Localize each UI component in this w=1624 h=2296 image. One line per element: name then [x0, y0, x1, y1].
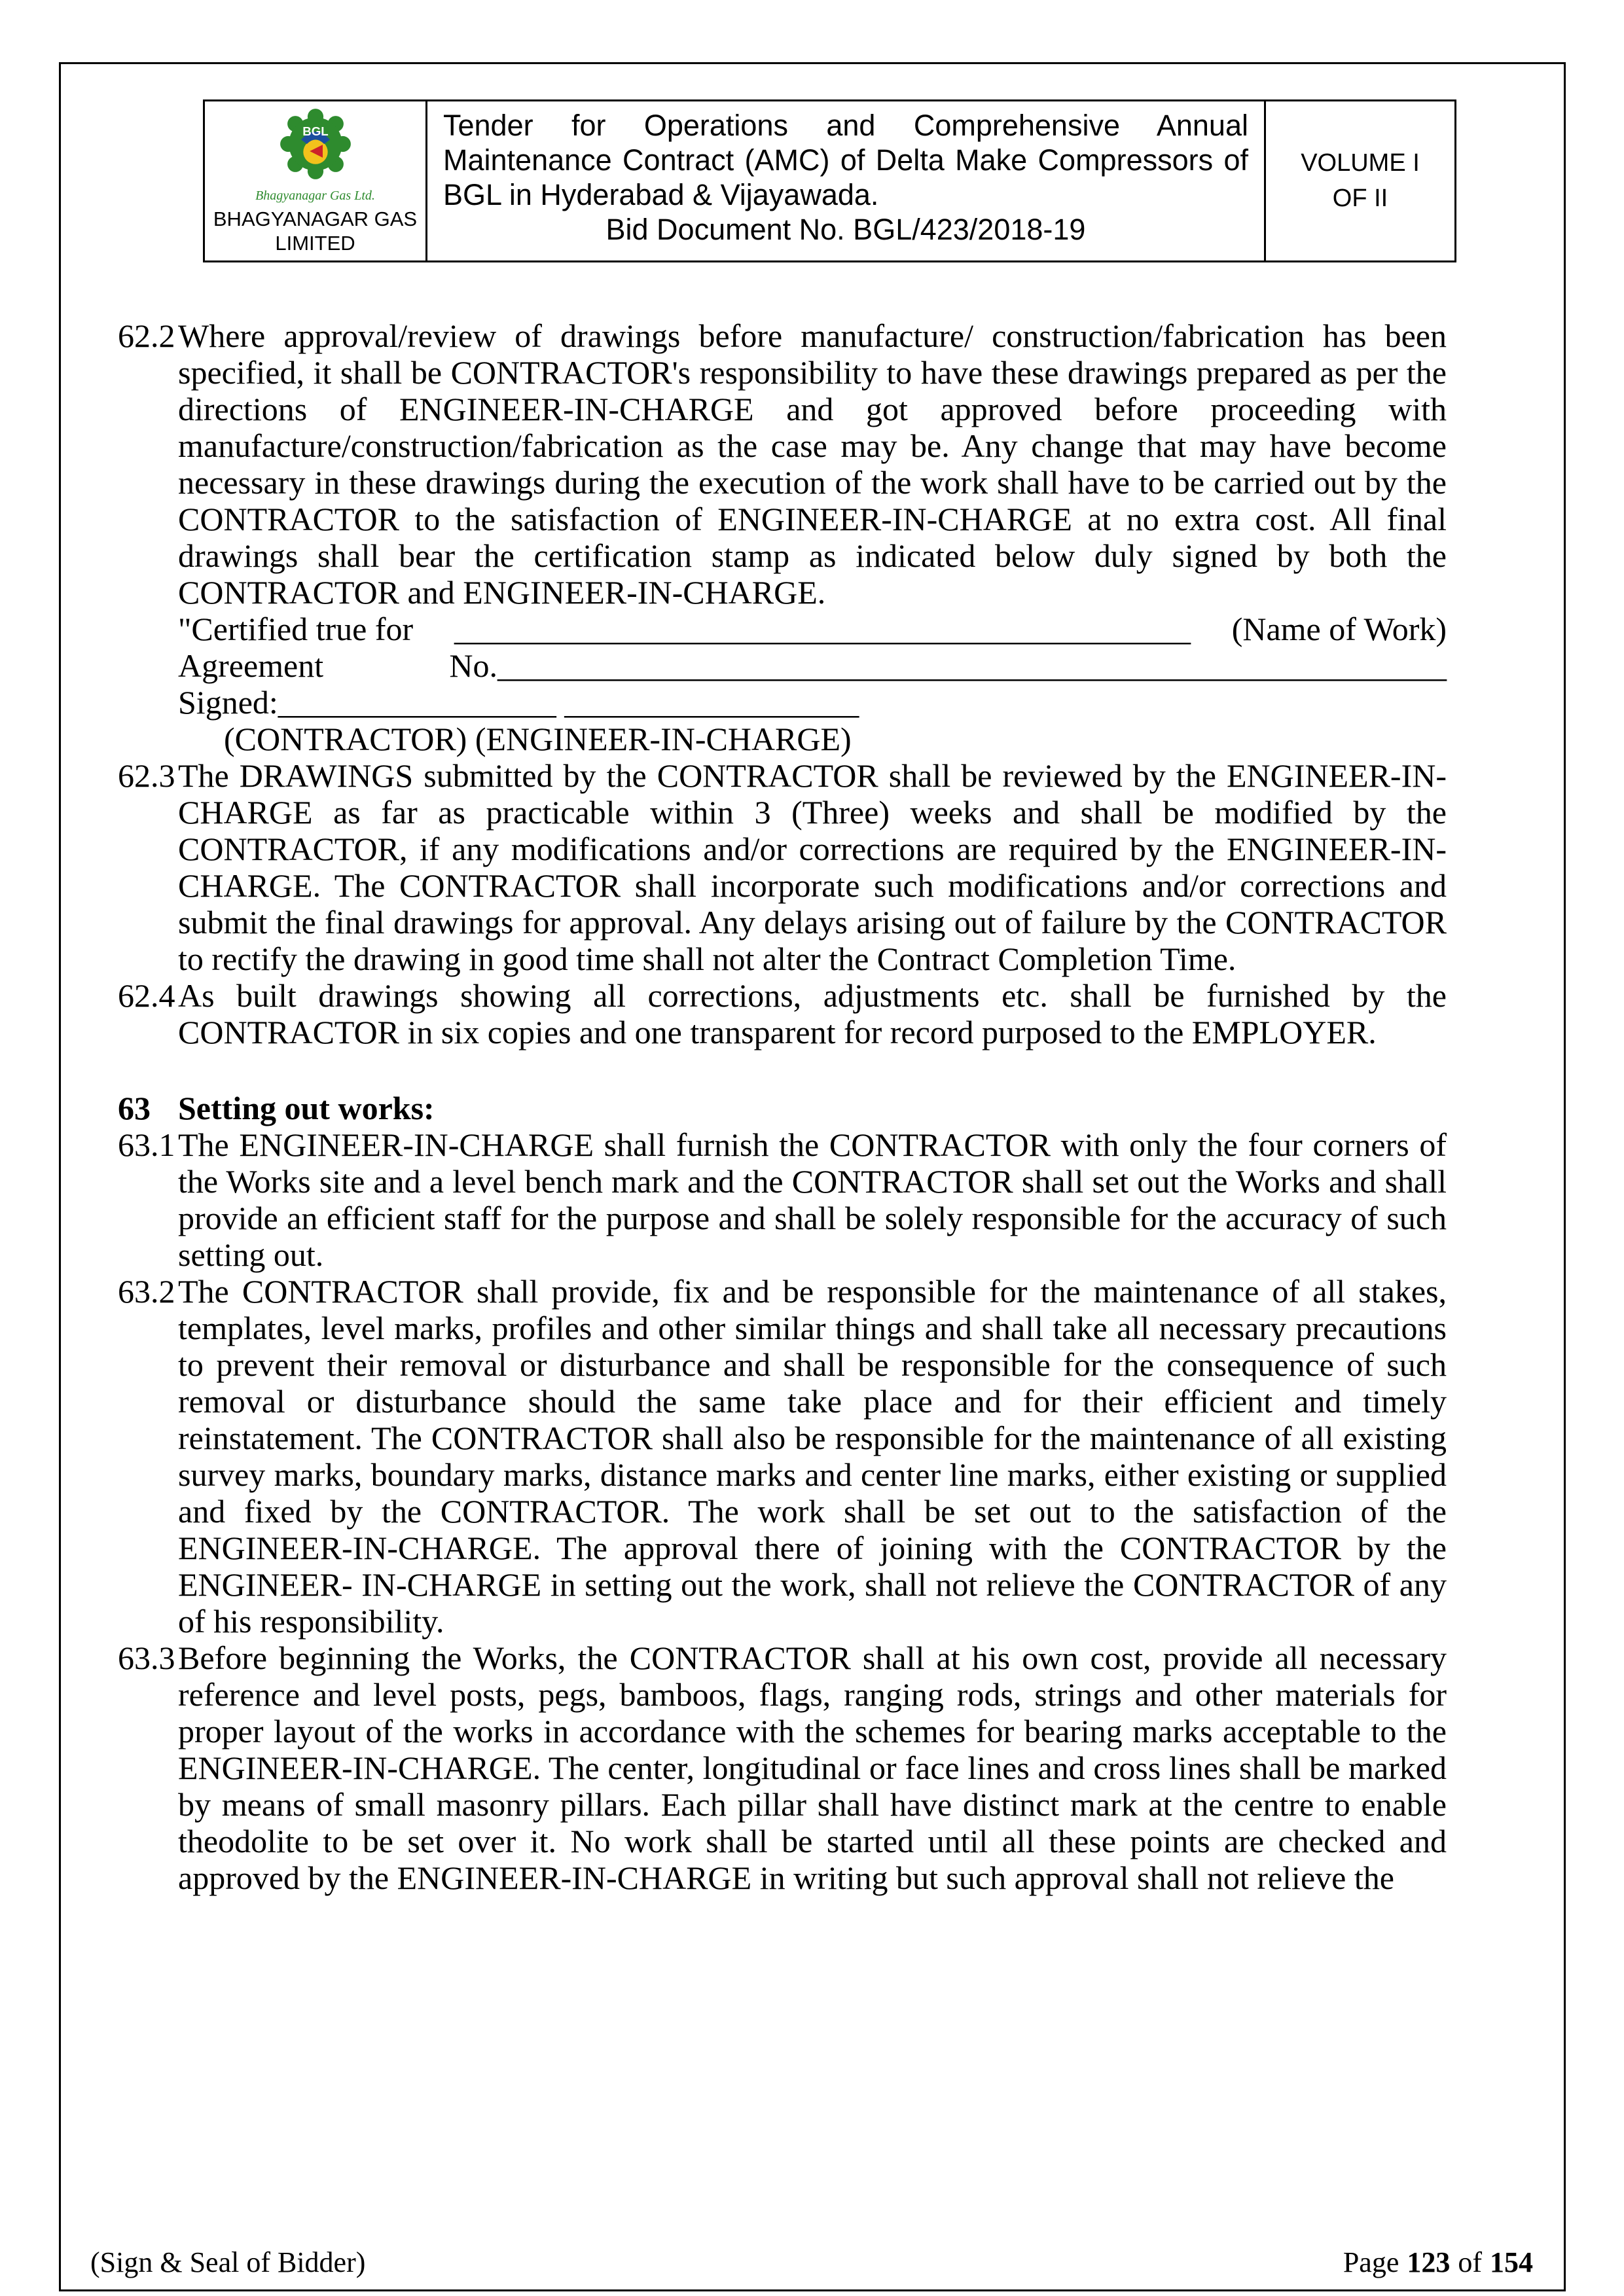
header-table [203, 99, 1456, 262]
agreement-blank: No.__________________________________________________________ [449, 647, 1447, 685]
org-name-line2: LIMITED [275, 231, 355, 255]
agreement-label: Agreement [178, 647, 324, 685]
clause-row-62-3 [118, 757, 1447, 977]
clause-text: The ENGINEER-IN-CHARGE shall furnish the CONTRACTOR with only the four corners of the Works site and a level bench mark and the CONTRACTOR shall set out the Works and shall provide an efficient staff for the purpose and shall be solely responsible for the accuracy of such setting out. [178, 1126, 1447, 1274]
certified-blank: _____________________________________________ [454, 611, 1191, 648]
clause-row-62-4 [118, 977, 1447, 1050]
volume-line1: VOLUME I [1301, 149, 1420, 177]
clause-body [178, 1273, 1447, 1640]
clause-text: Where approval/review of drawings before manufacture/ construction/fabrication has been specified, it shall be CONTRACTOR's responsibility to have these drawings prepared as per the directions of ENGINEER-IN-CHARGE and got approved before proceeding with manufacture/construction/fabrication as the case may be. Any change that may have become necessary in these drawings during the execution of the work shall have to be carried out by the CONTRACTOR to the satisfaction of ENGINEER-IN-CHARGE at no extra cost. All final drawings shall bear the certification stamp as indicated below duly signed by both the CONTRACTOR and ENGINEER-IN-CHARGE. [178, 317, 1447, 611]
org-name-line1: BHAGYANAGAR GAS [213, 207, 418, 230]
clause-row-63-1 [118, 1126, 1447, 1273]
signed-line: Signed:_________________ __________________ [178, 684, 859, 721]
sign-seal-note: (Sign & Seal of Bidder) [90, 2246, 366, 2278]
bid-document-number: Bid Document No. BGL/423/2018-19 [605, 213, 1086, 247]
agreement-line [178, 647, 1447, 684]
clause-body [178, 1640, 1447, 1896]
page-border [59, 62, 1566, 2291]
document-title: Tender for Operations and Comprehensive Annual Maintenance Contract (AMC) of Delta Make Compressors of BGL in Hyderabad & Vijayawada. [443, 109, 1248, 212]
bgl-logo-icon [272, 108, 359, 187]
clause-number: 62.2 [118, 317, 175, 355]
clause-text: The CONTRACTOR shall provide, fix and be responsible for the maintenance of all stakes, templates, level marks, profiles and other similar things and shall take all necessary precautions to prevent their removal or disturbance and shall be responsible for the consequence of such removal or disturbance should the same take place and for their efficient and timely reinstatement. The CONTRACTOR shall also be responsible for the maintenance of all existing survey marks, boundary marks, distance marks and center line marks, either existing or supplied and fixed by the CONTRACTOR. The work shall be set out to the satisfaction of the ENGINEER-IN-CHARGE. The approval there of joining with the CONTRACTOR by the ENGINEER- IN-CHARGE in setting out the work, shall not relieve the CONTRACTOR of any of his responsibility. [178, 1273, 1447, 1640]
clause-row-63-3 [118, 1640, 1447, 1896]
clause-row-63-2 [118, 1273, 1447, 1640]
clause-text: As built drawings showing all corrections, adjustments etc. shall be furnished by the CONTRACTOR in six copies and one transparent for record purposed to the EMPLOYER. [178, 977, 1447, 1051]
section-title-text: Setting out works: [178, 1090, 435, 1127]
clause-text: Before beginning the Works, the CONTRACTOR shall at his own cost, provide all necessary reference and level posts, pegs, bamboos, flags, ranging rods, strings and other materials for proper layout of the works in accordance with the schemes for bearing marks acceptable to the ENGINEER-IN-CHARGE. The center, longitudinal or face lines and cross lines shall be marked by means of small masonry pillars. Each pillar shall have distinct mark at the centre to enable theodolite to be set over it. No work shall be started until all these points are checked and approved by the ENGINEER-IN-CHARGE in writing but such approval shall not relieve the [178, 1640, 1447, 1897]
clause-body [178, 317, 1447, 757]
page-current: 123 [1407, 2246, 1451, 2278]
section-number: 63 [118, 1090, 151, 1127]
section-heading-63 [118, 1090, 1447, 1126]
certified-pre: "Certified true for [178, 611, 414, 648]
logo-cell [205, 101, 427, 260]
section-title [178, 1090, 1447, 1126]
clause-number: 62.4 [118, 977, 175, 1014]
logo-tagline: Bhagyanagar Gas Ltd. [255, 188, 375, 203]
org-name [213, 207, 417, 255]
certified-line [178, 611, 1447, 647]
signatories-line: (CONTRACTOR) (ENGINEER-IN-CHARGE) [224, 721, 852, 758]
of-word: of [1458, 2246, 1482, 2278]
clause-body [178, 977, 1447, 1050]
clause-number: 63.2 [118, 1273, 175, 1310]
clause-number: 63.1 [118, 1126, 175, 1164]
clause-row-62-2 [118, 317, 1447, 757]
title-cell [427, 101, 1266, 260]
clause-number: 62.3 [118, 757, 175, 795]
clause-number: 63.3 [118, 1640, 175, 1677]
certified-post: (Name of Work) [1231, 611, 1447, 648]
page-number [1343, 2246, 1533, 2279]
page-word: Page [1343, 2246, 1399, 2278]
clause-body [178, 757, 1447, 977]
page-total: 154 [1490, 2246, 1533, 2278]
volume-cell [1266, 101, 1454, 260]
page-footer [90, 2246, 1533, 2279]
logo-monogram: BGL [302, 124, 329, 138]
clause-text: The DRAWINGS submitted by the CONTRACTOR shall be reviewed by the ENGINEER-IN-CHARGE as far as practicable within 3 (Three) weeks and shall be modified by the CONTRACTOR, if any modifications and/or corrections are required by the ENGINEER-IN-CHARGE. The CONTRACTOR shall incorporate such modifications and/or corrections and submit the final drawings for approval. Any delays arising out of failure by the CONTRACTOR to rectify the drawing in good time shall not alter the Contract Completion Time. [178, 757, 1447, 978]
document-body [118, 317, 1447, 1896]
clause-body [178, 1126, 1447, 1273]
volume-line2: OF II [1332, 184, 1388, 212]
